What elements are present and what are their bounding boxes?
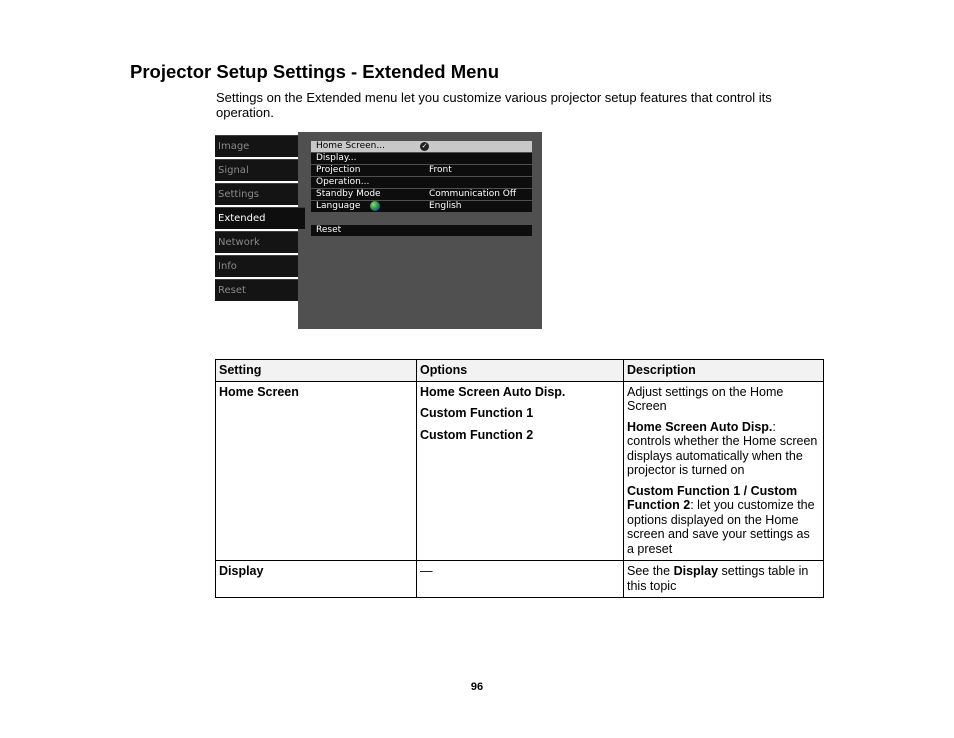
description-term: Home Screen Auto Disp. [627,419,773,434]
description-cell [624,561,824,598]
menu-row-display [311,153,532,165]
sidebar-item-info: Info [215,255,298,277]
page-title: Projector Setup Settings - Extended Menu [130,61,500,82]
setting-cell: Home Screen [216,381,417,561]
description-term: Custom Function 1 / Custom Function 2 [627,483,798,512]
column-header-options: Options [417,360,624,382]
table-row [216,381,824,561]
setting-cell: Display [216,561,417,598]
sidebar-item-extended: Extended [215,207,305,229]
options-cell [417,561,624,598]
menu-row-label: Operation... [316,177,370,187]
option-item: Home Screen Auto Disp. [420,384,566,399]
description-text: : controls whether the Home screen displays automatically when the projector is turned on [627,419,818,477]
table-header-row [216,360,824,382]
check-circle-icon: ✓ [421,142,428,150]
menu-row-label: Home Screen... [316,141,385,151]
menu-row-label: Reset [316,225,342,235]
menu-row-projection [311,165,532,177]
description-text: See the [627,564,674,578]
menu-row-language [311,201,532,213]
menu-row-home-screen [311,141,532,153]
sidebar-item-image: Image [215,135,298,157]
menu-row-standby-mode [311,189,532,201]
menu-row-value: English [429,201,462,211]
table-row [216,561,824,598]
menu-row-label: Display... [316,153,357,163]
option-item: Custom Function 2 [420,427,534,442]
sidebar-item-signal: Signal [215,159,298,181]
description-cell [624,381,824,561]
sidebar-item-reset: Reset [215,279,298,301]
intro-text: Settings on the Extended menu let you customize various projector setup features that control its operation. [216,90,772,120]
settings-table [215,359,824,598]
description-text: settings table in this topic [627,564,809,593]
menu-row-reset [311,225,532,237]
menu-row-value: Communication Off [429,189,517,199]
globe-icon [370,201,380,211]
page-number: 96 [470,681,484,693]
menu-row-operation [311,177,532,189]
description-intro: Adjust settings on the Home Screen [627,384,784,413]
sidebar-item-settings: Settings [215,183,298,205]
menu-row-label: Projection [316,165,361,175]
extended-menu-screenshot [215,132,542,329]
options-cell [417,381,624,561]
menu-row-label: Language [316,201,361,211]
description-link-term: Display [673,564,719,578]
column-header-description: Description [624,360,824,382]
option-item: Custom Function 1 [420,406,534,420]
sidebar-item-network: Network [215,231,298,253]
description-paragraph [627,484,820,557]
description-paragraph [627,420,820,478]
column-header-setting: Setting [216,360,417,382]
menu-row-value: Front [429,165,452,175]
description-text: : let you customize the options displayed on the Home screen and save your settings as a preset [627,498,815,556]
menu-items [298,132,542,329]
menu-row-label: Standby Mode [316,189,381,199]
option-item: — [420,564,433,578]
